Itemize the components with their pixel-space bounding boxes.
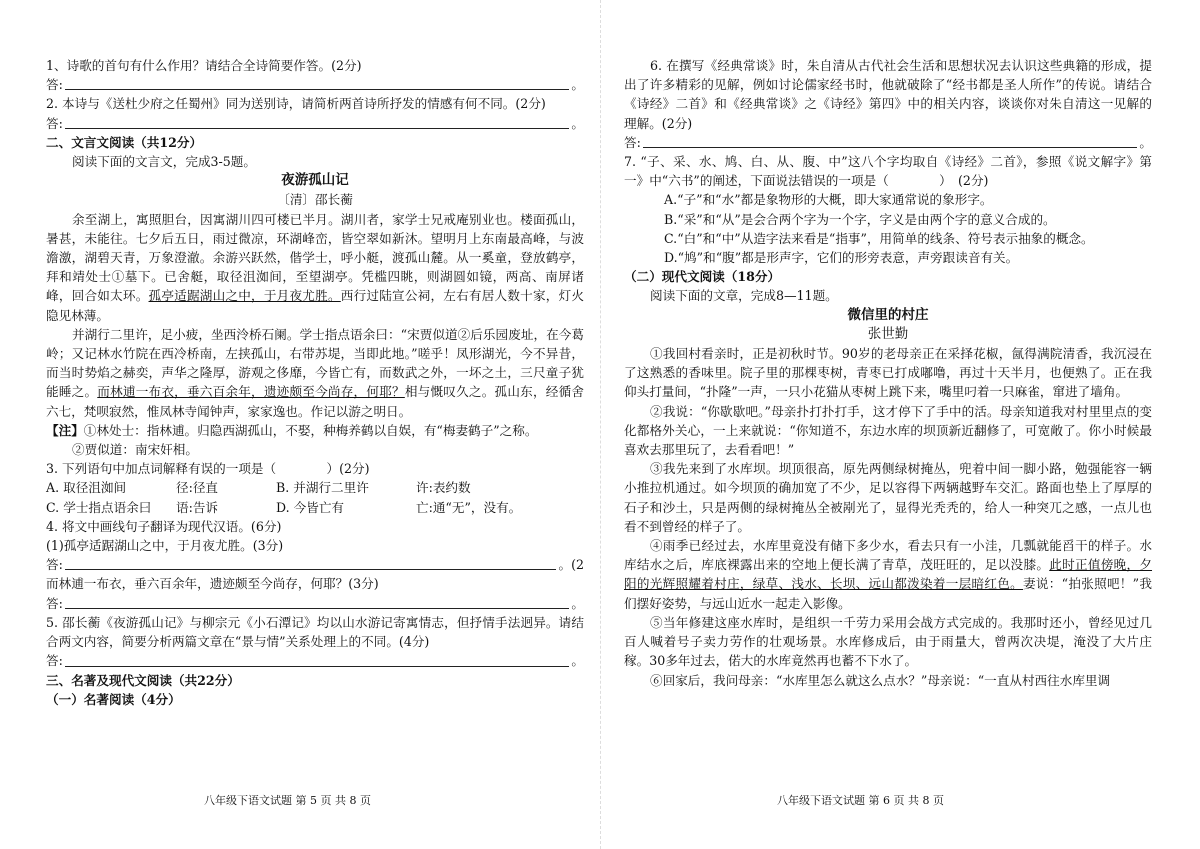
subsection-2-heading: （二）现代文阅读（18分） xyxy=(624,269,781,285)
passage-author: 〔清〕邵长蘅 xyxy=(277,192,353,208)
question-3-options-ab: A. 取径沮洳间 径:径直 B. 并湖行二里许 许:表约数 xyxy=(46,478,584,497)
answer-line-6[interactable]: 答: 。 xyxy=(624,134,1152,150)
article-title: 微信里的村庄 xyxy=(847,306,929,323)
answer-line-5[interactable]: 答: 。 xyxy=(46,653,584,669)
passage-title: 夜游孤山记 xyxy=(281,172,349,189)
question-4-part-1: (1)孤亭适踞湖山之中，于月夜尤胜。(3分) xyxy=(46,538,284,554)
subsection-1-heading: （一）名著阅读（4分） xyxy=(46,691,181,707)
option-7d[interactable]: D.“鸠”和“腹”都是形声字，它们的形旁表意，声旁跟读音有关。 xyxy=(664,250,1019,266)
passage-paragraph-2: 并湖行二里许，足小疲，坐西泠桥石阑。学士指点语余曰：“宋贾似道②后乐园废址，在今葛岭；又记林水竹院在西冷桥南，左挟孤山，右带苏堤，当即此地。”嗟乎！凤形湖光，今不异昔，而当时势焰之赫奕，声华之隆厚，游观之侈靡，今皆亡有，而数武之外，一坏之土，三尺童子犹能睡之。而林逋一布衣，垂六百余年，遗迹颇至今尚存，何耶？相与慨叹久之。孤山东，经循舍六七，梵呗寂然，惟凤林寺闻钟声，家家逸也。作记以游之明日。 xyxy=(46,326,585,419)
right-page xyxy=(624,56,1152,690)
option-b[interactable]: B. 并湖行二里许 xyxy=(276,480,369,496)
answer-line-1[interactable]: 答: 。 xyxy=(46,77,584,93)
instruction-3-5: 阅读下面的文言文，完成3-5题。 xyxy=(72,154,256,170)
question-4: 4. 将文中画线句子翻译为现代汉语。(6分) xyxy=(46,518,282,534)
option-c[interactable]: C. 学士指点语余曰 xyxy=(46,499,152,515)
section-3-heading: 三、名著及现代文阅读（共22分） xyxy=(46,672,240,688)
article-paragraph-6: ⑥回家后，我问母亲：“水库里怎么就这么点水？”母亲说：“一直从村西往水库里调 xyxy=(650,672,1111,688)
page-fold-divider xyxy=(600,0,601,849)
option-7b[interactable]: B.“采”和“从”是会合两个字为一个字，字义是由两个字的意义合成的。 xyxy=(664,211,1056,227)
question-5: 5. 邵长蘅《夜游孤山记》与柳宗元《小石潭记》均以山水游记寄寓情志，但抒情手法迥异。请结合两文内容，简要分析两篇文章在“景与情”关系处理上的不同。(4分) xyxy=(46,614,584,650)
question-4-part-2: 而林逋一布衣，垂六百余年，遗迹颇至今尚存，何耶？(3分) xyxy=(46,576,379,592)
section-2-heading: 二、文言文阅读（共12分） xyxy=(46,134,203,150)
underlined-sentence-1: 孤亭适踞湖山之中，于月夜尤胜。 xyxy=(148,288,341,304)
answer-line-4-2[interactable]: 答: 。 xyxy=(46,595,584,611)
answer-line-2[interactable]: 答: 。 xyxy=(46,115,584,131)
question-2: 2. 本诗与《送杜少府之任蜀州》同为送别诗，请简析两首诗所抒发的情感有何不同。(2分) xyxy=(46,96,546,112)
question-1: 1、诗歌的首句有什么作用？请结合全诗简要作答。(2分) xyxy=(46,58,362,73)
note-2: ②贾似道：南宋奸相。 xyxy=(72,442,198,458)
article-author: 张世勤 xyxy=(867,325,909,342)
article-paragraph-1: ①我回村看亲时，正是初秋时节。90岁的老母亲正在采择花椒，氤得满院清香，我沉浸在了这熟悉的香味里。院子里的那棵枣树，青枣已打成嘟噜，再过十天半月，也便熟了。正在我仰头打量间，“扑隆”一声，一只小花猫从枣树上跳下来，嘴里叼着一只麻雀，窜进了墙角。 xyxy=(624,346,1152,400)
notes: 【注】①林处士：指林逋。归隐西湖孤山，不娶，种梅养鹤以自娱，有“梅妻鹤子”之称。 xyxy=(46,422,538,438)
underlined-sentence-article: 此时正值傍晚，夕阳的光辉照耀着村庄，绿草、浅水、长坝、远山都泼染着一层暗红色。 xyxy=(624,557,1153,592)
article-paragraph-5: ⑤当年修建这座水库时，是组织一千劳力采用会战方式完成的。我那时还小，曾经见过几百人喊着号子卖力劳作的壮观场景。水库修成后，由于雨量大，曾两次决堤，淹没了大片庄稼。30多年过去，偌大的水库竟然再也蓄不下水了。 xyxy=(624,614,1152,669)
underlined-sentence-2: 而林逋一布衣，垂六百余年，遗迹颇至今尚存，何耶？ xyxy=(97,384,405,400)
passage-paragraph-1: 余至湖上，寓照胆台，因寓湖川四可楼已半月。湖川者，家学士兄戒庵别业也。楼面孤山，暑甚，未能往。七夕后五日，雨过微凉，环湖峰峦，皆空翠如新沐。望明月上东南最高峰，与波澹激，湖碧天青，万象澄澈。余游兴跃然，偕学士，呼小艇，渡孤山麓。从一奚童，登放鹤亭，拜和靖处士①墓下。已舍艇，取径沮洳间，至望湖亭。凭槛四眺，则湖圆如镜，两高、南屏诸峰，回合如太环。孤亭适踞湖山之中，于月夜尤胜。西行过陆宣公祠，左右有居人数十家，灯火隐见林薄。 xyxy=(46,211,585,323)
article-paragraph-3: ③我先来到了水库坝。坝顶很高，原先两侧绿树掩丛，兜着中间一脚小路，勉强能容一辆小推拉机通过。如今坝顶的确加宽了不少，足以容得下两辆越野车交汇。路面也垫上了厚厚的石子和沙土，只是两侧的绿树掩丛全被剐光了，显得光秃秃的，给人一种突兀之感，一点儿也看不到曾经的样子了。 xyxy=(624,461,1152,534)
instruction-8-11: 阅读下面的文章，完成8—11题。 xyxy=(650,288,838,304)
page-6-footer: 八年级下语文试题 第 6 页 共 8 页 xyxy=(777,794,944,807)
question-6: 6. 在撰写《经典常谈》时，朱自清从古代社会生活和思想状况去认识这些典籍的形成，提出了许多精彩的见解，例如讨论儒家经书时，他就破除了“经书都是圣人所作”的传说。请结合《诗经》二首》和《经典常谈》之《诗经》第四》中的相关内容，谈谈你对朱自清这一见解的理解。(2分) xyxy=(624,58,1152,131)
question-7: 7. “子、采、水、鸠、白、从、腹、中”这八个字均取自《诗经》二首》，参照《说文解字》第一》中“六书”的阐述，下面说法错误的一项是（ ） (2分) xyxy=(624,154,1152,189)
left-page xyxy=(46,56,584,709)
answer-line-4-1[interactable]: 答: 。 (2 xyxy=(46,557,584,573)
option-7a[interactable]: A.“子”和“水”都是象物形的大概，即大家通常说的象形字。 xyxy=(664,192,993,208)
question-3: 3. 下列语句中加点词解释有误的一项是（ ）(2分) xyxy=(46,461,370,477)
question-3-options-cd: C. 学士指点语余曰 语:告诉 D. 今皆亡有 亡:通“无”，没有。 xyxy=(46,498,584,517)
option-d[interactable]: D. 今皆亡有 xyxy=(276,499,345,515)
article-paragraph-2: ②我说：“你歇歇吧。”母亲扑打扑打手，这才停下了手中的活。母亲知道我对村里里点的变化都格外关心，一上来就说：“你知道不，东边水库的坝顶新近翻修了，可宽敞了。你小时候最喜欢去那里玩了，去看看吧！” xyxy=(624,403,1152,458)
article-paragraph-4: ④雨季已经过去，水库里竟没有储下多少水，看去只有一小洼，几瓢就能舀干的样子。水库结水之后，库底裸露出来的空地上便长满了青草，茂旺旺的，足以没膝。此时正值傍晚，夕阳的光辉照耀着村庄，绿草、浅水、长坝、远山都泼染着一层暗红色。妻说：“拍张照吧！”我们摆好姿势，与远山近水一起走入影像。 xyxy=(624,538,1153,611)
page-5-footer: 八年级下语文试题 第 5 页 共 8 页 xyxy=(204,794,371,807)
option-a[interactable]: A. 取径沮洳间 xyxy=(46,480,127,496)
option-7c[interactable]: C.“白”和“中”从造字法来看是“指事”，用简单的线条、符号表示抽象的概念。 xyxy=(664,230,1094,246)
